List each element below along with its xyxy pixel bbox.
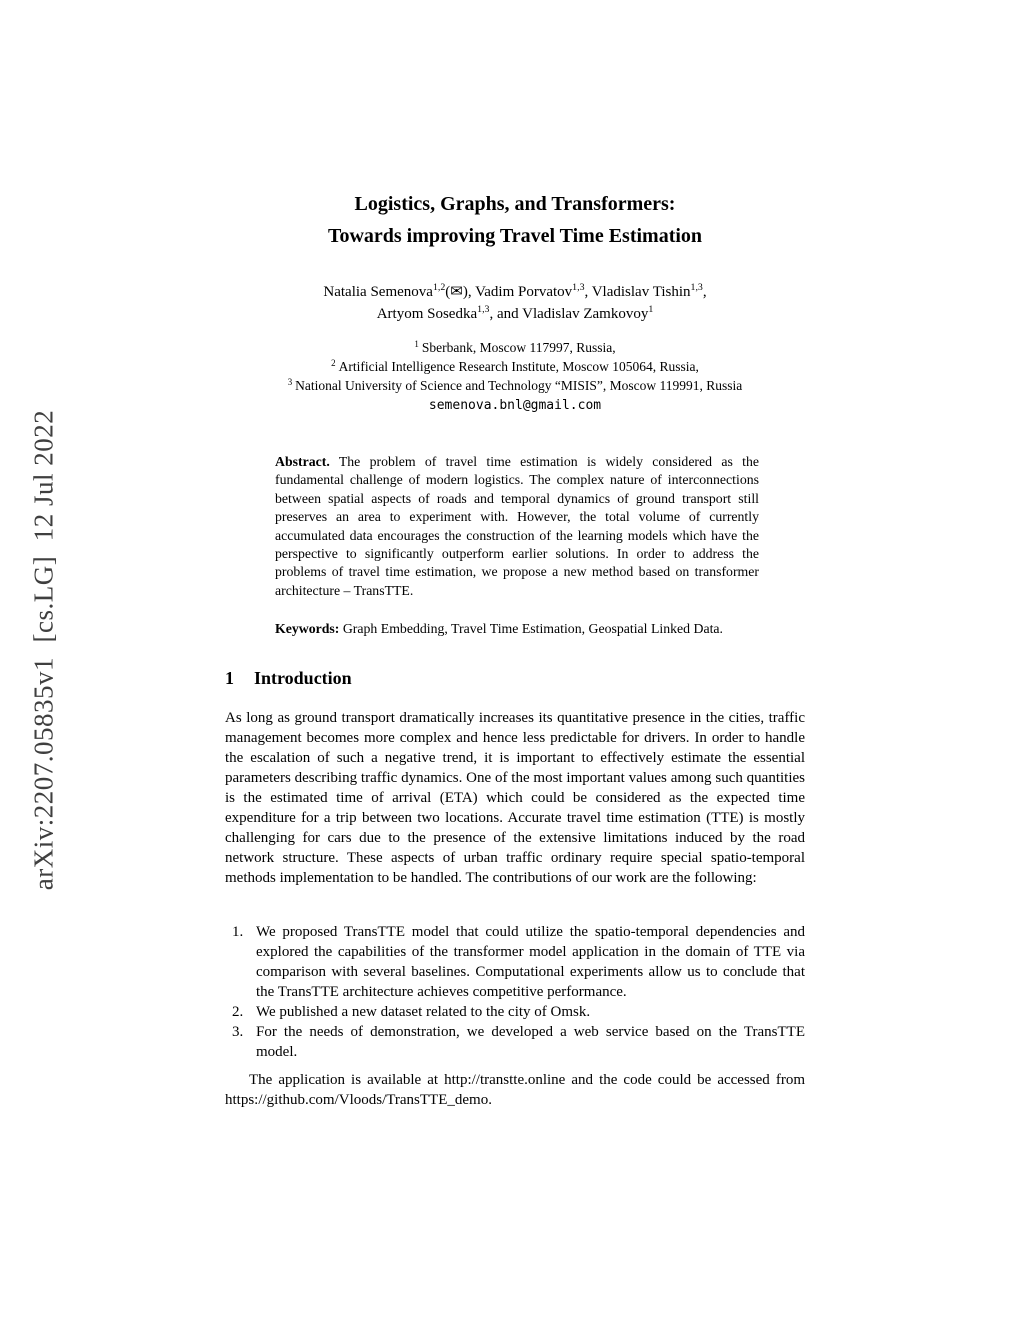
authors-line-1 bbox=[225, 281, 805, 303]
author-name: Natalia Semenova bbox=[323, 284, 433, 300]
section-heading-introduction bbox=[225, 668, 805, 689]
list-item-text: We published a new dataset related to the city of Omsk. bbox=[256, 1004, 591, 1020]
paper-content bbox=[225, 0, 805, 1325]
author-name: Artyom Sosedka bbox=[376, 306, 478, 322]
closing-text: . bbox=[488, 1092, 492, 1108]
email-link[interactable]: semenova.bnl@gmail.com bbox=[428, 398, 602, 413]
affiliation-1 bbox=[225, 338, 805, 357]
affiliation-text: National University of Science and Technology “MISIS”, Moscow 119991, Russia bbox=[295, 378, 743, 393]
paper-title-line-1: Logistics, Graphs, and Transformers: bbox=[354, 193, 676, 215]
author-affil-sup: 1,3 bbox=[690, 282, 703, 293]
author-affil-sup: 1,2 bbox=[432, 282, 446, 293]
link-transtte-online[interactable]: http://transtte.online bbox=[444, 1072, 566, 1088]
authors-line-2 bbox=[225, 303, 805, 325]
keywords-text: Graph Embedding, Travel Time Estimation, Geospatial Linked Data. bbox=[342, 621, 723, 636]
author-affil-sup: 1,3 bbox=[572, 282, 585, 293]
authors bbox=[225, 281, 805, 325]
closing-text: and the code could be accessed from bbox=[565, 1072, 805, 1088]
affiliation-3 bbox=[225, 376, 805, 395]
affiliation-text: Artificial Intelligence Research Institute, Moscow 105064, Russia, bbox=[338, 359, 699, 374]
intro-paragraph: As long as ground transport dramatically increases its quantitative presence in the cities, traffic management becomes more complex and hence less predictable for drivers. In order to handle the escalation of such a negative trend, it is important to effectively estimate the essential parameters describing traffic dynamics. One of the most important values among such quantities is the estimated time of arrival (ETA) which could be considered as the expected time expenditure for a trip between two locations. Accurate travel time estimation (TTE) is mostly challenging for cars due to the presence of the extensive limitations induced by the road network structure. These aspects of urban traffic ordinary require special spatio-temporal methods implementation to be handled. The contributions of our work are the following: bbox=[225, 710, 805, 886]
contributions-list bbox=[225, 922, 805, 1062]
arxiv-sidebar-label: arXiv:2207.05835v1 [cs.LG] 12 Jul 2022 bbox=[28, 409, 59, 891]
list-item bbox=[225, 1022, 805, 1062]
keywords bbox=[275, 620, 759, 638]
abstract-label: Abstract. bbox=[275, 454, 330, 469]
keywords-label: Keywords: bbox=[275, 621, 340, 636]
author-name: , Vladislav Tishin bbox=[584, 284, 691, 300]
list-item-text: For the needs of demonstration, we developed a web service based on the TransTTE model. bbox=[256, 1024, 805, 1060]
abstract-text: The problem of travel time estimation is widely considered as the fundamental challenge of modern logistics. The complex nature of interconnections between spatial aspects of roads and temporal dynamics of ground transport still preserves an area to experiment with. However, the total volume of currently accumulated data encourages the construction of the learning models which have the perspective to significantly outperform earlier solutions. In order to address the problems of travel time estimation, we propose a new method based on transformer architecture – TransTTE. bbox=[275, 454, 759, 598]
author-separator: , bbox=[702, 284, 707, 300]
list-item-number: 1. bbox=[232, 924, 244, 940]
list-item-number: 2. bbox=[232, 1004, 244, 1020]
paper-title-line-2: Towards improving Travel Time Estimation bbox=[327, 225, 703, 247]
list-item-number: 3. bbox=[232, 1024, 244, 1040]
list-item bbox=[225, 1002, 805, 1022]
author-affil-sup: 1,3 bbox=[477, 304, 490, 315]
author-affil-sup: 1 bbox=[648, 304, 654, 315]
list-item-text: We proposed TransTTE model that could utilize the spatio-temporal dependencies and explored the capabilities of the transformer model application in the domain of TTE via comparison with several baselines. Computational experiments allow us to conclude that the TransTTE architecture achieves competitive performance. bbox=[256, 924, 805, 1000]
author-name: , and Vladislav Zamkovoy bbox=[489, 306, 649, 322]
affiliation-sup: 3 bbox=[287, 376, 293, 387]
affiliation-text: Sberbank, Moscow 117997, Russia, bbox=[421, 340, 616, 355]
list-item bbox=[225, 922, 805, 1002]
abstract bbox=[275, 453, 759, 600]
email-line bbox=[225, 396, 805, 415]
affiliation-sup: 2 bbox=[331, 357, 336, 368]
section-title: Introduction bbox=[254, 668, 352, 688]
affiliation-sup: 1 bbox=[414, 338, 419, 349]
link-github-transtte-demo[interactable]: https://github.com/Vloods/TransTTE_demo bbox=[225, 1092, 489, 1108]
affiliation-2 bbox=[225, 357, 805, 376]
closing-paragraph bbox=[225, 1070, 805, 1110]
paper-title bbox=[225, 188, 805, 252]
affiliations bbox=[225, 338, 805, 415]
section-number: 1 bbox=[225, 668, 234, 688]
closing-text: The application is available at bbox=[249, 1072, 445, 1088]
author-name: (✉), Vadim Porvatov bbox=[445, 284, 573, 300]
